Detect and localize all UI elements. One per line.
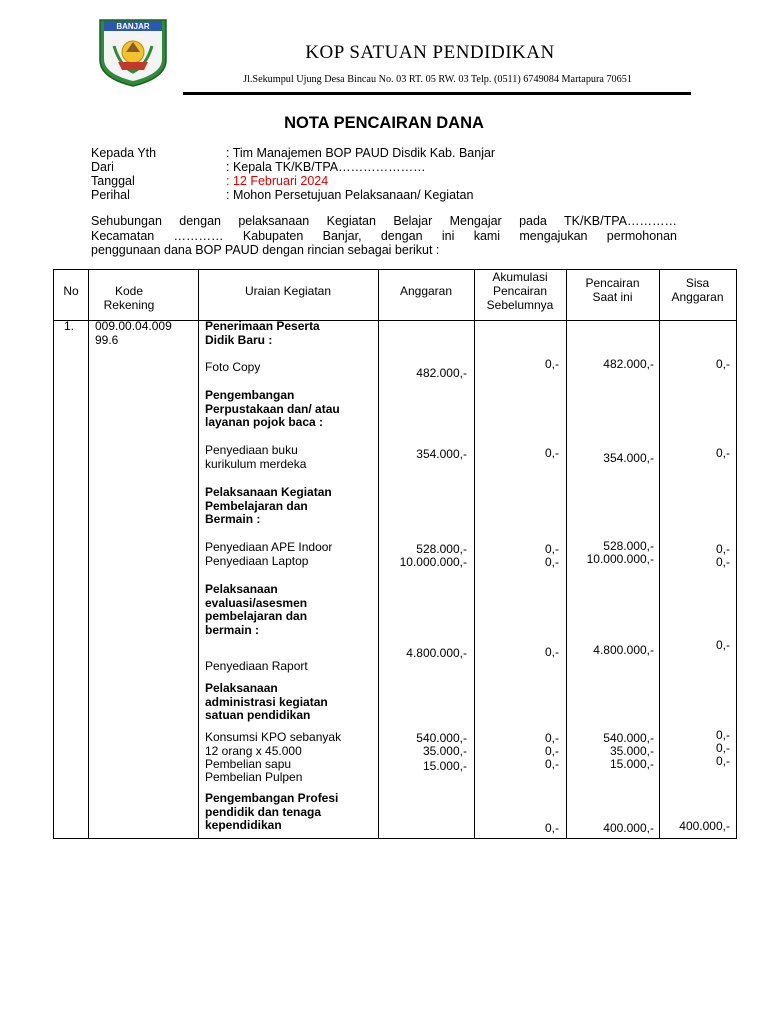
item-label-line: Konsumsi KPO sebanyak [205,730,342,744]
intro-line-2: Kecamatan ………… Kabupaten Banjar, dengan ini kami mengajukan permohonan [91,228,677,243]
akumulasi-ape: 0,- [544,542,559,556]
section-title-line: Pelaksanaan [205,681,278,695]
section-penerimaan [205,320,320,347]
section-evaluasi [205,583,307,637]
anggaran-laptop: 10.000.000,- [399,555,467,569]
anggaran-pulpen: 15.000,- [422,759,467,773]
pencairan-kpo: 540.000,- [603,731,654,745]
section-title-line: satuan pendidikan [205,708,311,722]
akumulasi-sapu: 0,- [544,744,559,758]
table-col-line [659,269,660,839]
section-title-line: evaluasi/asesmen [205,595,308,610]
section-title-line: Bermain : [205,512,261,526]
table-col-line [474,269,475,839]
tanggal-value-wrap [226,174,328,188]
anggaran-raport: 4.800.000,- [406,646,467,660]
kode-rekening-1: 009.00.04.009 [95,319,172,333]
org-address: Jl.Sekumpul Ujung Desa Bincau No. 03 RT. 05 RW. 03 Telp. (0511) 6749084 Martapura 70651 [243,74,632,85]
logo-text: BANJAR [116,22,150,31]
table-col-line [736,269,737,839]
document-title: NOTA PENCAIRAN DANA [284,114,484,132]
akumulasi-laptop: 0,- [544,555,559,569]
header-sisa-2: Anggaran [671,290,724,304]
tanggal-value: 12 Februari 2024 [232,174,329,188]
header-kode: Kode Rekening [103,284,155,312]
item-kpo [205,731,341,758]
kepada-value: : Tim Manajemen BOP PAUD Disdik Kab. Banjar [226,146,496,160]
perihal-label: Perihal [91,188,130,202]
item-buku [205,444,306,471]
tanggal-colon: : [226,174,230,188]
pencairan-sapu: 35.000,- [609,744,654,758]
dari-label: Dari [91,160,114,174]
section-title-line: pembelajaran dan [205,609,308,623]
intro-line-3: penggunaan dana BOP PAUD dengan rincian sebagai berikut : [91,243,440,257]
anggaran-ape: 528.000,- [416,542,467,556]
anggaran-sapu: 35.000,- [422,744,467,758]
header-pencairan-1: Pencairan [585,276,640,290]
row-number: 1. [64,319,75,333]
akumulasi-kpo: 0,- [544,731,559,745]
section-title-line: pendidik dan tenaga [205,804,322,819]
pencairan-pulpen: 15.000,- [609,757,654,771]
item-raport: Penyediaan Raport [205,659,308,673]
table-border-top [53,269,737,270]
section-title-line: Didik Baru : [205,332,273,347]
akumulasi-pulpen: 0,- [544,757,559,771]
banjar-regency-logo [96,16,170,88]
section-perpustakaan [205,389,340,430]
perihal-value: : Mohon Persetujuan Pelaksanaan/ Kegiatan [226,188,474,202]
header-sisa-1: Sisa [685,276,710,290]
section-title-line: Pengembangan Profesi [205,791,339,805]
anggaran-foto-copy: 482.000,- [416,366,467,380]
section-profesi [205,792,338,833]
item-label-line: kurikulum merdeka [205,456,307,471]
header-uraian: Uraian Kegiatan [244,284,332,298]
pencairan-profesi: 400.000,- [603,821,654,835]
section-title-line: kependidikan [205,818,282,832]
sisa-laptop: 0,- [715,555,730,569]
kepada-label: Kepada Yth [91,146,157,160]
section-title-line: bermain : [205,622,260,637]
dari-value: : Kepala TK/KB/TPA………………… [226,160,426,174]
anggaran-kpo: 540.000,- [416,731,467,745]
akumulasi-profesi: 0,- [544,821,559,835]
header-anggaran: Anggaran [399,284,453,298]
sisa-foto-copy: 0,- [715,357,730,371]
item-label-line: Penyediaan buku [205,443,298,457]
section-title-line: Perpustakaan dan/ atau [205,401,340,416]
item-label-line: 12 orang x 45.000 [205,743,302,758]
akumulasi-raport: 0,- [544,645,559,659]
section-title-line: layanan pojok baca : [205,415,324,429]
akumulasi-foto-copy: 0,- [544,357,559,371]
pencairan-laptop: 10.000.000,- [586,552,654,566]
sisa-ape: 0,- [715,542,730,556]
kode-rekening [95,320,172,347]
header-sisa [659,276,736,304]
table-col-line [566,269,567,839]
table-col-line [53,269,54,839]
section-title-line: Pengembangan [205,388,295,402]
header-akumulasi-2: Pencairan [492,284,548,298]
section-title-line: Pembelajaran dan [205,498,308,513]
org-name: KOP SATUAN PENDIDIKAN [305,42,555,63]
akumulasi-buku: 0,- [544,446,559,460]
sisa-raport: 0,- [715,638,730,652]
item-foto-copy: Foto Copy [205,360,261,374]
pencairan-raport: 4.800.000,- [593,643,654,657]
pencairan-ape: 528.000,- [603,539,654,553]
letterhead-rule [183,92,691,95]
item-ape: Penyediaan APE Indoor [205,540,333,554]
section-title-line: administrasi kegiatan [205,694,328,709]
pencairan-foto-copy: 482.000,- [603,357,654,371]
section-administrasi [205,682,328,723]
section-pembelajaran [205,486,332,527]
item-laptop: Penyediaan Laptop [205,554,309,568]
anggaran-buku: 354.000,- [416,447,467,461]
pencairan-buku: 354.000,- [603,451,654,465]
intro-line-1: Sehubungan dengan pelaksanaan Kegiatan Belajar Mengajar pada TK/KB/TPA………… [91,214,677,228]
header-pencairan [566,276,659,304]
kode-rekening-2: 99.6 [95,332,119,347]
header-akumulasi-3: Sebelumnya [486,298,554,312]
sisa-pulpen: 0,- [715,754,730,768]
table-border-bottom [53,838,737,839]
sisa-profesi: 400.000,- [679,819,730,833]
section-title-line: Pelaksanaan [205,582,278,596]
intro-paragraph [91,214,677,258]
table-col-line [88,269,89,839]
item-sapu: Pembelian sapu [205,757,292,771]
tanggal-label: Tanggal [91,174,135,188]
item-pulpen: Pembelian Pulpen [205,770,303,784]
header-pencairan-2: Saat ini [592,290,633,304]
sisa-sapu: 0,- [715,741,730,755]
table-col-line [378,269,379,839]
sisa-kpo: 0,- [715,728,730,742]
table-col-line [198,269,199,839]
section-title-line: Pelaksanaan Kegiatan [205,485,332,499]
section-title-line: Penerimaan Peserta [205,319,320,333]
header-akumulasi-1: Akumulasi [492,270,548,284]
header-akumulasi [474,270,566,312]
sisa-buku: 0,- [715,446,730,460]
header-no: No [63,284,79,298]
